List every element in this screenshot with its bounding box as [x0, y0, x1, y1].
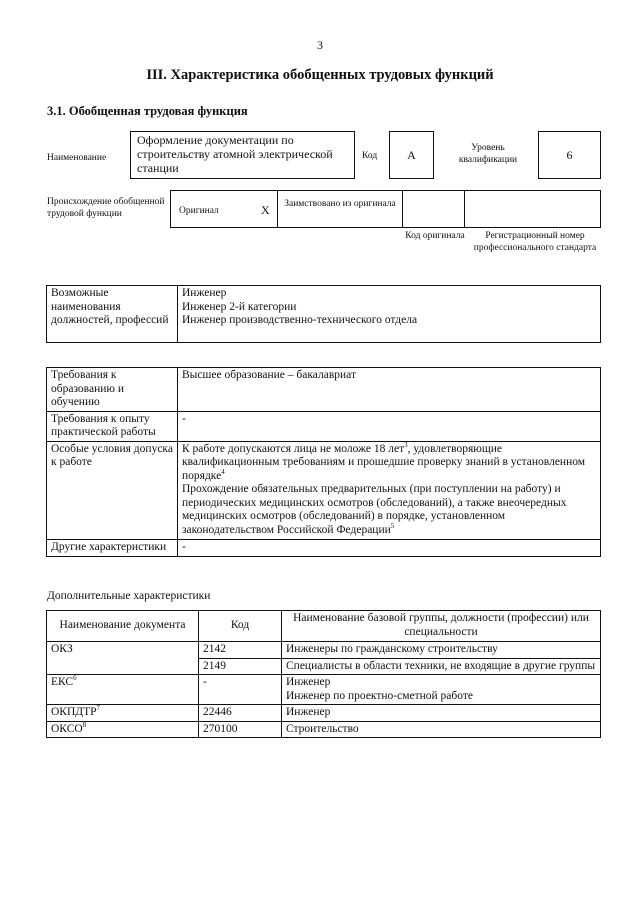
- other-characteristics-label: Другие характеристики: [47, 540, 178, 557]
- okso-code: 270100: [199, 721, 282, 738]
- original-label: Оригинал: [179, 206, 219, 216]
- origin-row: [170, 190, 601, 228]
- borrowed-label: Заимствовано из оригинала: [284, 199, 396, 209]
- okso-doc: [47, 721, 199, 738]
- col-code-header: Код: [199, 611, 282, 642]
- section-title: III. Характеристика обобщенных трудовых функций: [146, 67, 494, 83]
- eks-name: [282, 675, 601, 705]
- eks-doc: [47, 675, 199, 705]
- requirements-table: [46, 367, 601, 557]
- eks-name-2: Инженер по проектно-сметной работе: [286, 689, 473, 702]
- eks-doc-text: ЕКС: [51, 676, 74, 688]
- footnote-6: 6: [73, 674, 77, 683]
- experience-value: -: [178, 411, 601, 441]
- footnote-7: 7: [96, 704, 101, 713]
- positions-table: [46, 285, 601, 343]
- code-value: А: [407, 148, 416, 162]
- special-conditions-value: [178, 441, 601, 540]
- other-characteristics-value: -: [178, 540, 601, 557]
- level-value: 6: [566, 148, 573, 162]
- education-label: Требования к образованию и обучению: [47, 368, 178, 412]
- okz-name: Инженеры по гражданскому строительству: [282, 642, 601, 659]
- okz-name: Специалисты в области техники, не входящие в другие группы: [282, 658, 601, 675]
- subsection-title: 3.1. Обобщенная трудовая функция: [47, 104, 248, 118]
- page-number: 3: [317, 38, 323, 52]
- okpdtr-code: 22446: [199, 705, 282, 722]
- origin-label: Происхождение обобщенной трудовой функции: [47, 197, 165, 219]
- name-label: Наименование: [47, 153, 107, 163]
- footnote-3: 3: [404, 440, 408, 449]
- special-text-1b: , удовлетворяющие квалификационным требованиям и прошедшие проверку знаний в установленном порядке: [182, 442, 586, 482]
- experience-label: Требования к опыту практической работы: [47, 411, 178, 441]
- okz-code: 2149: [199, 658, 282, 675]
- function-name-box: [130, 131, 355, 179]
- reg-number-label: Регистрационный номер профессионального стандарта: [473, 231, 597, 253]
- positions-label: Возможные наименования должностей, профессий: [47, 286, 178, 343]
- position-item: Инженер производственно-технического отдела: [182, 314, 418, 326]
- col-doc-header: Наименование документа: [47, 611, 199, 642]
- footnote-5: 5: [390, 521, 395, 530]
- original-mark: X: [261, 203, 270, 217]
- okz-code: 2142: [199, 642, 282, 659]
- positions-list: [178, 286, 601, 343]
- okz-doc: ОКЗ: [47, 642, 199, 675]
- special-text-2: Прохождение обязательных предварительных (при поступлении на работу) и периодических медицинских осмотров (обследований), а также внеочередных медицинских осмотров (обследований) в порядке, установленном законодательством Российской Федерации: [182, 483, 567, 536]
- footnote-8: 8: [82, 720, 87, 729]
- okso-name: Строительство: [282, 721, 601, 738]
- special-conditions-label: Особые условия допуска к работе: [47, 441, 178, 540]
- okpdtr-name: Инженер: [282, 705, 601, 722]
- code-box: [389, 131, 434, 179]
- okso-doc-text: ОКСО: [51, 722, 83, 735]
- eks-name-1: Инженер: [286, 676, 331, 688]
- footnote-4: 4: [221, 467, 225, 476]
- position-item: Инженер: [182, 287, 227, 299]
- education-value: Высшее образование – бакалавриат: [178, 368, 601, 412]
- additional-title: Дополнительные характеристики: [47, 590, 211, 602]
- code-original-label: Код оригинала: [405, 231, 465, 241]
- special-text-1a: К работе допускаются лица не моложе 18 лет: [182, 442, 405, 455]
- level-box: [538, 131, 601, 179]
- additional-table: [46, 610, 601, 738]
- function-name-value: Оформление документации по строительству атомной электрической станции: [137, 133, 333, 175]
- level-label: Уровень квалификации: [458, 143, 518, 165]
- okpdtr-doc-text: ОКПДТР: [51, 706, 97, 718]
- okpdtr-doc: [47, 705, 199, 722]
- code-label: Код: [362, 151, 378, 161]
- col-name-header: Наименование базовой группы, должности (профессии) или специальности: [282, 611, 601, 642]
- eks-code: -: [199, 675, 282, 705]
- position-item: Инженер 2-й категории: [182, 300, 297, 313]
